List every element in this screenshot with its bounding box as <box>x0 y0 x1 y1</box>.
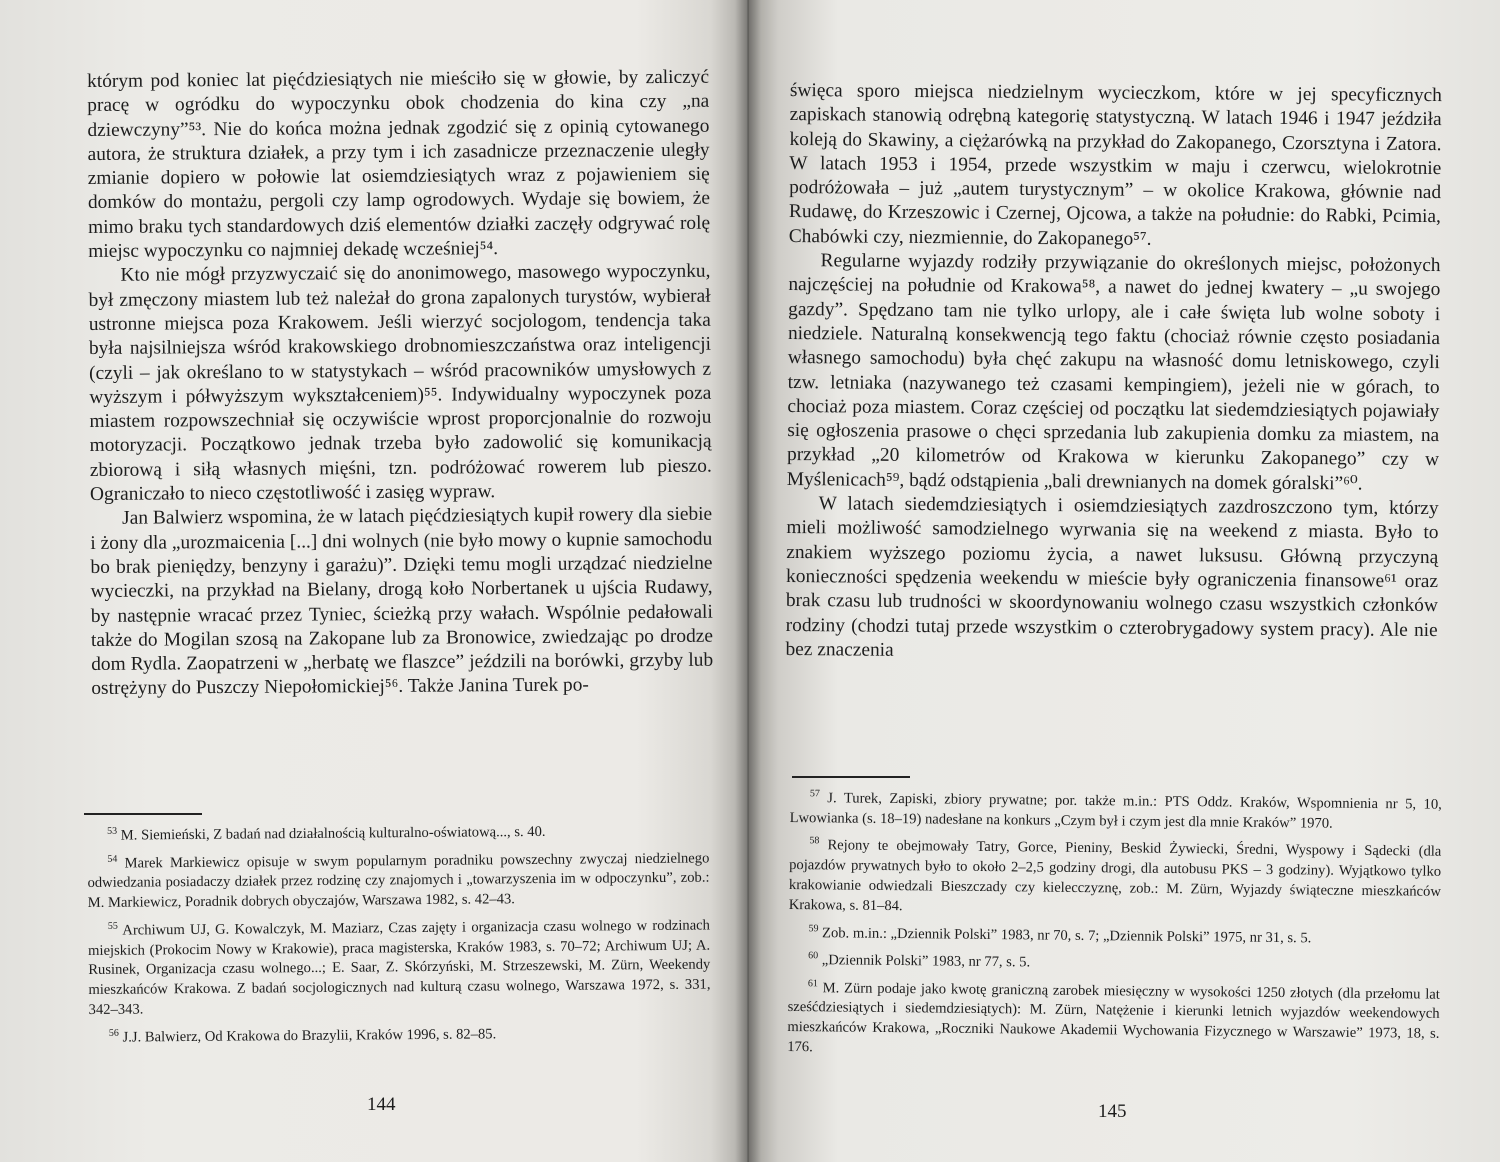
left-body-text <box>87 66 713 702</box>
book-gutter <box>735 0 761 1162</box>
footnote <box>787 974 1440 1065</box>
paragraph: Kto nie mógł przyzwyczaić się do anonimowego, masowego wypoczynku, był zmęczony miastem lub też należał do grona zapalonych turystów, wybierał ustronne miejsca poza Krakowem. Jeśli wierzyć socjologom, tendencja taka była najsilniejsza wśród krakowskiego drobnomieszczaństwa oraz inteligencji (czyli – jak określano to w statystykach – wśród pracowników umysłowych z wyższym i półwyższym wykształceniem)⁵⁵. Indywidualny wypoczynek poza miastem rozpowszechniał się oczywiście wprost proporcjonalnie do rozwoju motoryzacji. Początkowo jednak trzeba było zadowolić się komunikacją zbiorową i siłą własnych mięśni, tzn. podróżować rowerem lub pieszo. Ograniczało to nieco częstotliwość i zasięg wypraw. <box>88 261 712 506</box>
footnote-divider <box>84 813 202 815</box>
footnote <box>87 817 709 847</box>
footnote-text: M. Zürn podaje jako kwotę graniczną zarobek miesięczny w wysokości 1250 złotych (dla przełomu lat sześćdziesiątych i siedemdziesiątych): M. Zürn, Natężenie i kierunki letnich wyjazdów weekendowych mieszkańców Krakowa, „Roczniki Naukowe Akademii Wychowania Fizycznego w Warszawie” 1973, 18, s. 176. <box>787 980 1440 1056</box>
footnote-number: 56 <box>108 1027 119 1039</box>
footnote-text: Zob. m.in.: „Dziennik Polski” 1983, nr 70, s. 7; „Dziennik Polski” 1975, nr 31, s. 5. <box>822 924 1312 946</box>
footnote-text: M. Siemieński, Z badań nad działalnością kulturalno-oświatową..., s. 40. <box>120 823 546 844</box>
footnote <box>88 911 711 1020</box>
left-footnotes <box>87 817 711 1052</box>
footnote-number: 53 <box>107 825 118 837</box>
left-page <box>0 0 748 1162</box>
footnote-number: 55 <box>107 920 118 932</box>
footnote <box>87 844 710 914</box>
footnote <box>788 946 1440 977</box>
paragraph: W latach siedemdziesiątych i osiemdziesiątych zazdroszczono tym, którzy mieli możliwość samodzielnego wyrwania się na weekend z miasta. Było to znakiem wyższego poziomu życia, a nawet luksusu. Główną przyczyną konieczności spędzenia weekendu w mieście były ograniczenia finansowe⁶¹ oraz brak czasu lub trudności w skoordynowaniu wolnego czasu wszystkich członków rodziny (chodzi tutaj przede wszystkim o czterobrygadowy system pracy). Ale nie bez znaczenia <box>785 493 1439 661</box>
footnote-text: Rejony te obejmowały Tatry, Gorce, Pieniny, Beskid Żywiecki, Średni, Wyspowy i Sądecki (dla pojazdów prywatnych było to około 2–2,5 godziny drogi, dla autobusu PKS – 3 godziny). Wyjątkowo tylko krakowianie odwiedzali Bieszczady czy kielecczyznę, zob.: M. Zürn, Wyjazdy świąteczne mieszkańców Krakowa, s. 81–84. <box>788 837 1442 914</box>
page-number: 144 <box>367 1094 396 1115</box>
footnote-number: 57 <box>809 788 820 800</box>
footnote-text: J. Turek, Zapiski, zbiory prywatne; por. także m.in.: PTS Oddz. Kraków, Wspomnienia nr 5, 10, Lwowianka (s. 18–19) nadesłane na konkurs „Czym był i czym jest dla mnie Kraków” 1970. <box>789 790 1442 832</box>
paragraph: Jan Balwierz wspomina, że w latach pięćdziesiątych kupił rowery dla siebie i żony dla „urozmaicenia [...] dni wolnych (nie było mowy o kupnie samochodu bo brak pieniędzy, benzyny i garażu)”. Dzięki temu mogli urządzać niedzielne wycieczki, na przykład na Bielany, drogą koło Norbertanek u ujścia Rudawy, by następnie wracać przez Tyniec, ścieżką przy wałach. Wspólnie pedałowali także do Mogilan szosą na Zakopane lub za Bronowice, zwiedzając po drodze dom Rydla. Zaopatrzeni w „herbatę we flaszce” jeździli na borówki, grzyby lub ostrężyny do Puszczy Niepołomickiej⁵⁶. Także Janina Turek po- <box>90 503 714 700</box>
footnote-number: 59 <box>808 922 819 934</box>
footnote-number: 58 <box>809 835 820 847</box>
footnote <box>790 784 1442 835</box>
right-footnotes <box>787 784 1442 1068</box>
footnote <box>89 1018 711 1048</box>
paragraph: Regularne wyjazdy rodziły przywiązanie do określonych miejsc, położonych najczęściej na południe od Krakowa⁵⁸, a nawet do jednej kwatery – „u swojego gazdy”. Spędzano tam nie tylko urlopy, ale i całe święta lub wolne soboty i niedziele. Naturalną konsekwencją tego faktu (chociaż równie często posiadania własnego samochodu) była chęć zakupu na własność domu letniskowego, czyli tzw. letniaka (nazywanego też czasami kempingiem), jeżeli nie w górach, to chociaż poza miastem. Coraz częściej od początku lat siedemdziesiątych pojawiały się ogłoszenia prasowe o chęci sprzedania lub zakupienia domku za miastem, na przykład „20 kilometrów od Krakowa w kierunku Zakopanego” czy w Myślenicach⁵⁹, bądź odstąpienia „bali drewnianych na domek góralski”⁶⁰. <box>786 250 1441 495</box>
right-page <box>748 0 1500 1162</box>
footnote-text: J.J. Balwierz, Od Krakowa do Brazylii, Kraków 1996, s. 82–85. <box>122 1026 497 1046</box>
footnote-number: 54 <box>107 853 118 865</box>
footnote-text: Marek Markiewicz opisuje w swym popularnym poradniku powszechny zwyczaj niedzielnego odwiedzania posiadaczy działek przez rodzinę czy znajomych i „towarzyszenia im w odpoczynku”, zob.: M. Markiewicz, Poradnik dobrych obyczajów, Warszawa 1982, s. 42–43. <box>87 850 710 912</box>
footnote-number: 60 <box>808 950 819 962</box>
footnote-text: Archiwum UJ, G. Kowalczyk, M. Maziarz, Czas zajęty i organizacja czasu wolnego w rodzinach miejskich (Prokocim Nowy w Krakowie), praca magisterska, Kraków 1983, s. 70–72; Archiwum UJ; A. Rusinek, Organizacja czasu wolnego...; E. Saar, Z. Skórzyński, M. Strzeszewski, M. Zürn, Weekendy mieszkańców Krakowa. Z badań socjologicznych nad kulturą czasu wolnego, Warszawa 1972, s. 331, 342–343. <box>88 917 711 1018</box>
paragraph: święca sporo miejsca niedzielnym wycieczkom, które w jej specyficznych zapiskach stanowią odrębną kategorię statystyczną. W latach 1946 i 1947 jeździła koleją do Skawiny, a ciężarówką na przykład do Zakopanego, Czorsztyna i Zatora. W latach 1953 i 1954, przede wszystkim w maju i czerwcu, wielokrotnie podróżowała – już „autem turystycznym” – w okolice Krakowa, głównie nad Rudawę, do Krzeszowic i Czernej, Ojcowa, a także na południe: do Rabki, Pcimia, Chabówki czy, niezmiennie, do Zakopanego⁵⁷. <box>788 79 1442 250</box>
right-body-text <box>785 79 1442 667</box>
footnote-divider <box>792 776 910 778</box>
footnote <box>788 918 1440 949</box>
footnote-text: „Dziennik Polski” 1983, nr 77, s. 5. <box>821 952 1031 971</box>
footnote <box>789 831 1442 922</box>
page-number: 145 <box>1098 1101 1127 1122</box>
paragraph: którym pod koniec lat pięćdziesiątych nie mieściło się w głowie, by zaliczyć pracę w ogródku do wypoczynku obok chodzenia do kina czy „na dziewczyny”⁵³. Nie do końca można jednak zgodzić się z opinią cytowanego autora, że struktura działek, a przy tym i ich zasadnicze przeznaczenie uległy zmianie dopiero w połowie lat osiemdziesiątych wraz z pojawieniem się domków do montażu, pergoli czy lamp ogrodowych. Wydaje się bowiem, że mimo braku tych standardowych dziś elementów działki zaczęły odgrywać rolę miejsc wypoczynku co najmniej dekadę wcześniej⁵⁴. <box>87 66 711 263</box>
footnote-number: 61 <box>807 978 818 990</box>
